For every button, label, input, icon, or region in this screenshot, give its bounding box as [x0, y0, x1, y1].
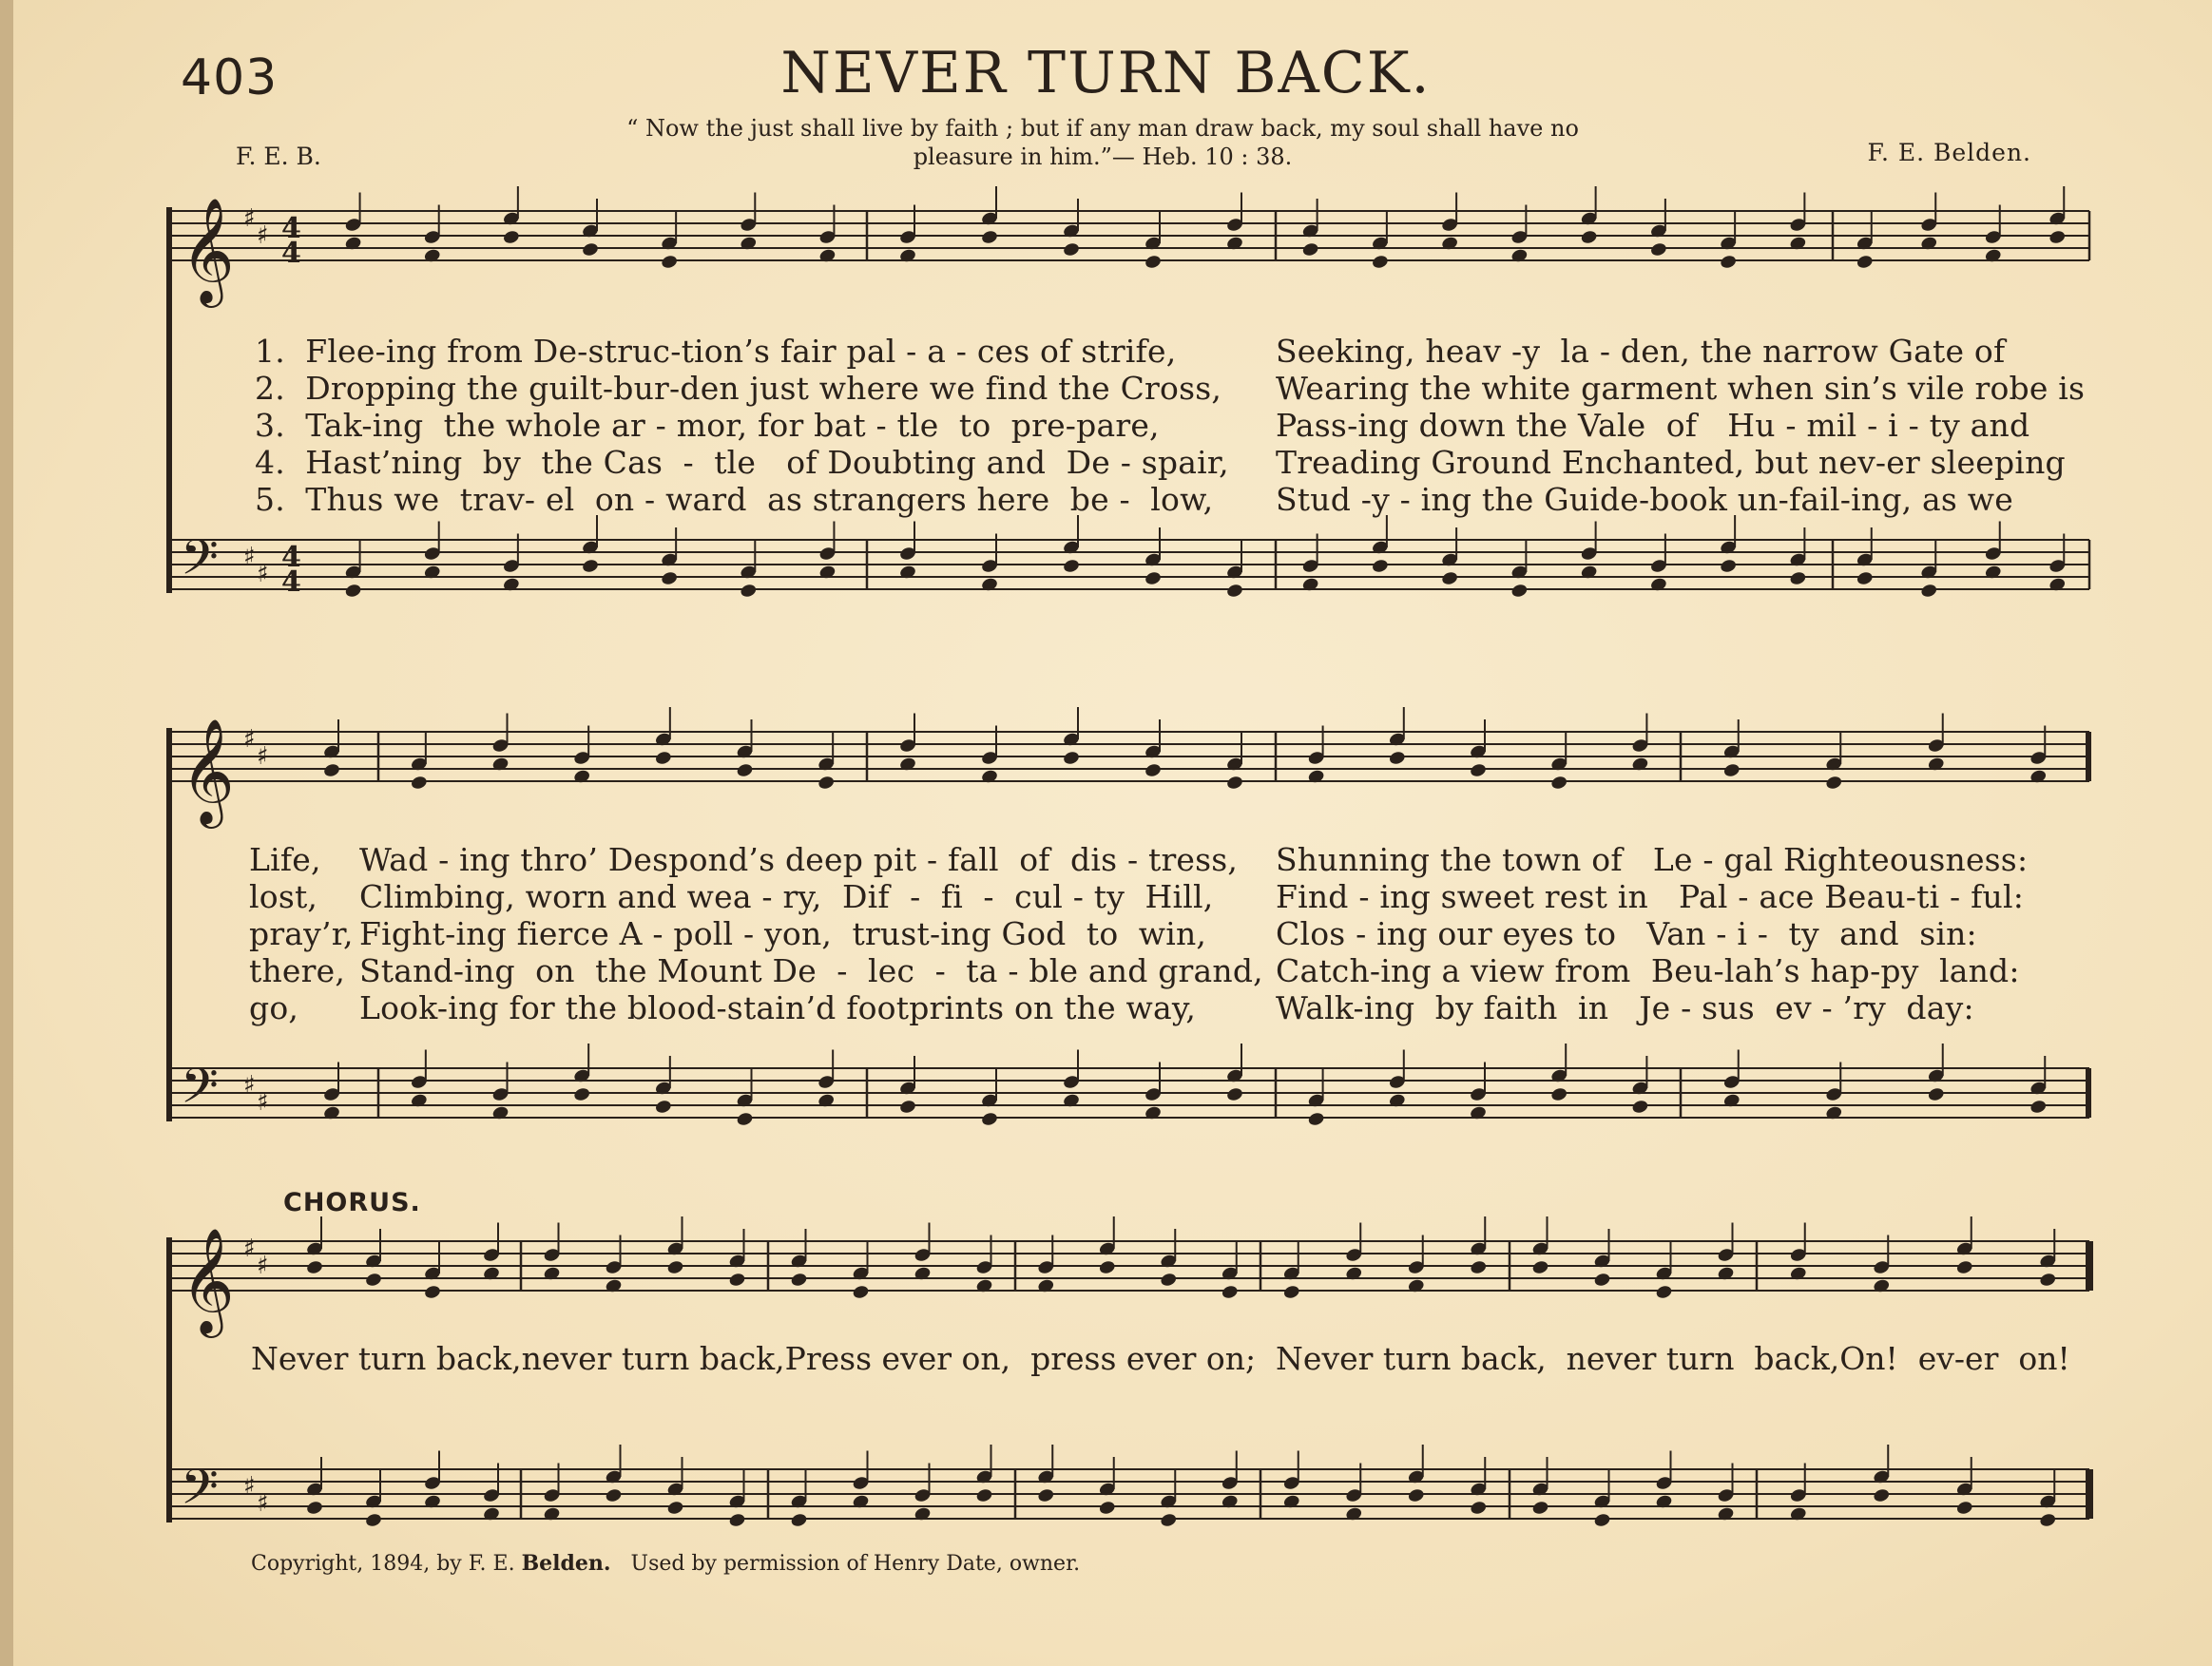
treble-2-note	[1469, 762, 1487, 778]
bass-2-note	[654, 1099, 672, 1115]
treble-chorus-note	[1282, 1284, 1300, 1300]
verse-1-line-c-start: Life,	[249, 841, 321, 878]
verse-5-line-d: Walk-ing by faith in Je - sus ev - ’ry day:	[1276, 989, 1974, 1026]
permission-note: Used by permission of Henry Date, owner.	[630, 1552, 1081, 1576]
verse-3-line-b: Pass-ing down the Vale of Hu - mil - i - ty and	[1276, 407, 2030, 444]
treble-1-note	[1720, 254, 1738, 270]
bass-2-note	[1225, 1086, 1243, 1102]
treble-2-note	[1062, 750, 1080, 766]
treble-2-note	[1722, 762, 1741, 778]
bass-1-note	[1225, 583, 1243, 599]
bass-1-note	[344, 583, 362, 599]
bass-2-note	[573, 1086, 591, 1102]
verse-2-line-c-start: lost,	[249, 878, 318, 915]
bass-2-note	[1550, 1086, 1568, 1102]
verse-1-line-a: 1. Flee-ing from De-struc-tion’s fair pal - a - ces of strife,	[255, 333, 1177, 370]
treble-2-note	[654, 750, 672, 766]
scripture-line-1: “ Now the just shall live by faith ; but if any man draw back, my soul shall have no	[626, 115, 1579, 142]
bass-1-note	[1371, 558, 1389, 574]
bass-chorus-note	[364, 1512, 382, 1528]
treble-1-note	[1062, 241, 1080, 258]
bass-1-note	[1856, 570, 1874, 586]
treble-1-note	[1301, 241, 1319, 258]
bass-1-note	[740, 583, 758, 599]
time-signature: 4	[281, 565, 301, 599]
treble-chorus-note	[666, 1259, 684, 1275]
bass-2-note	[736, 1111, 754, 1127]
treble-chorus-note	[305, 1259, 323, 1275]
bass-chorus-note	[975, 1487, 993, 1503]
key-signature-sharps: ♯	[257, 1088, 269, 1117]
hymn-number: 403	[181, 49, 279, 106]
bass-2-note	[980, 1111, 998, 1127]
scripture-line-2: pleasure in him.”— Heb. 10 : 38.	[913, 144, 1293, 170]
treble-clef: 𝄞	[181, 718, 235, 824]
treble-chorus-note	[1160, 1272, 1178, 1288]
treble-1-note	[1580, 229, 1598, 245]
verse-4-line-b: Treading Ground Enchanted, but nev-er sleeping	[1276, 444, 2066, 481]
key-signature-sharps: ♯	[243, 1472, 256, 1501]
time-signature: 4	[281, 237, 301, 270]
bass-1-note	[1789, 570, 1807, 586]
verse-2-line-d: Find - ing sweet rest in Pal - ace Beau-ti - ful:	[1276, 878, 2025, 915]
copyright-prefix: Copyright, 1894, by F. E.	[251, 1552, 515, 1576]
key-signature-sharps: ♯	[257, 221, 269, 250]
verse-5-line-c-start: go,	[249, 989, 299, 1026]
bass-1-note	[581, 558, 599, 574]
bass-clef: 𝄢	[181, 1057, 219, 1126]
bass-2-note	[1631, 1099, 1649, 1115]
treble-1-note	[502, 229, 520, 245]
bass-chorus-note	[1037, 1487, 1055, 1503]
key-signature-sharps: ♯	[257, 742, 269, 771]
treble-2-note	[1388, 750, 1406, 766]
bass-1-note	[1062, 558, 1080, 574]
bass-1-note	[1144, 570, 1162, 586]
final-barline	[2086, 1068, 2091, 1118]
time-signature: 4	[281, 541, 301, 574]
treble-chorus-note	[423, 1284, 441, 1300]
chorus-lyrics: Never turn back,never turn back,Press ever on, press ever on; Never turn back, never turn back,On! ev-er on!	[251, 1340, 2070, 1377]
bass-chorus-note	[1098, 1500, 1116, 1516]
verse-5-line-a: 5. Thus we trav- el on - ward as strangers here be - low,	[255, 481, 1214, 518]
bass-chorus-note	[1160, 1512, 1178, 1528]
bass-chorus-note	[728, 1512, 746, 1528]
treble-chorus-note	[852, 1284, 870, 1300]
key-signature-sharps: ♯	[243, 1071, 256, 1100]
verse-2-line-c: Climbing, worn and wea - ry, Dif - fi - cul - ty Hill,	[359, 878, 1214, 915]
copyright-notice	[251, 1551, 1080, 1576]
bass-2-note	[1307, 1111, 1325, 1127]
verse-3-line-c: Fight-ing fierce A - poll - yon, trust-ing God to win,	[359, 915, 1207, 952]
key-signature-sharps: ♯	[257, 560, 269, 588]
treble-chorus-note	[1655, 1284, 1673, 1300]
bass-clef: 𝄢	[181, 1458, 219, 1527]
key-signature-sharps: ♯	[243, 1235, 256, 1263]
verse-1-line-d: Shunning the town of Le - gal Righteousness:	[1276, 841, 2029, 878]
bass-chorus-note	[1955, 1500, 1973, 1516]
treble-1-note	[1144, 254, 1162, 270]
bass-chorus-note	[305, 1500, 323, 1516]
copyright-name: Belden.	[521, 1551, 611, 1576]
final-barline	[2086, 732, 2091, 781]
treble-2-note	[817, 775, 836, 791]
bass-1-note	[1920, 583, 1938, 599]
treble-chorus-note	[2039, 1272, 2057, 1288]
key-signature-sharps: ♯	[257, 1489, 269, 1518]
verse-4-line-c-start: there,	[249, 952, 346, 989]
verse-1-line-b: Seeking, heav -y la - den, the narrow Gate of	[1276, 333, 2006, 370]
treble-1-note	[1649, 241, 1667, 258]
key-signature-sharps: ♯	[243, 725, 256, 754]
treble-1-note	[1856, 254, 1874, 270]
treble-chorus-note	[364, 1272, 382, 1288]
music-credit: F. E. Belden.	[1867, 139, 2031, 166]
key-signature-sharps: ♯	[257, 1252, 269, 1280]
treble-1-note	[1371, 254, 1389, 270]
verse-3-line-d: Clos - ing our eyes to Van - i - ty and sin:	[1276, 915, 1977, 952]
verse-4-line-c: Stand-ing on the Mount De - lec - ta - ble and grand,	[359, 952, 1263, 989]
treble-2-note	[322, 762, 340, 778]
final-barline	[2086, 1241, 2093, 1291]
treble-1-note	[661, 254, 679, 270]
bass-chorus-note	[1873, 1487, 1891, 1503]
treble-clef: 𝄞	[181, 1227, 235, 1333]
treble-chorus-note	[790, 1272, 808, 1288]
bass-chorus-note	[605, 1487, 623, 1503]
bass-2-note	[1927, 1086, 1945, 1102]
verse-3-line-c-start: pray’r,	[249, 915, 354, 952]
bass-1-note	[661, 570, 679, 586]
treble-clef: 𝄞	[181, 197, 235, 303]
key-signature-sharps: ♯	[243, 204, 256, 233]
bass-chorus-note	[1407, 1487, 1425, 1503]
treble-chorus-note	[728, 1272, 746, 1288]
treble-chorus-note	[1098, 1259, 1116, 1275]
bass-chorus-note	[1531, 1500, 1549, 1516]
verse-4-line-d: Catch-ing a view from Beu-lah’s hap-py land:	[1276, 952, 2020, 989]
treble-2-note	[1144, 762, 1162, 778]
verse-2-line-b: Wearing the white garment when sin’s vile robe is	[1276, 370, 2086, 407]
bass-chorus-note	[1593, 1512, 1611, 1528]
bass-chorus-note	[2039, 1512, 2057, 1528]
treble-2-note	[1825, 775, 1843, 791]
verse-5-line-c: Look-ing for the blood-stain’d footprints on the way,	[359, 989, 1197, 1026]
treble-chorus-note	[1593, 1272, 1611, 1288]
bass-1-note	[1441, 570, 1459, 586]
bass-chorus-note	[1470, 1500, 1488, 1516]
final-barline	[2086, 1469, 2093, 1519]
bass-chorus-note	[666, 1500, 684, 1516]
treble-chorus-note	[1955, 1259, 1973, 1275]
treble-1-note	[581, 241, 599, 258]
verse-5-line-b: Stud -y - ing the Guide-book un-fail-ing, as we	[1276, 481, 2013, 518]
bass-clef: 𝄢	[181, 528, 219, 598]
treble-2-note	[1225, 775, 1243, 791]
verse-4-line-a: 4. Hast’ning by the Cas - tle of Doubting and De - spair,	[255, 444, 1229, 481]
key-signature-sharps: ♯	[243, 543, 256, 571]
bass-1-note	[1510, 583, 1529, 599]
verse-2-line-a: 2. Dropping the guilt-bur-den just where we find the Cross,	[255, 370, 1222, 407]
bass-2-note	[898, 1099, 916, 1115]
treble-1-note	[2049, 229, 2067, 245]
treble-chorus-note	[1531, 1259, 1549, 1275]
verse-1-line-c: Wad - ing thro’ Despond’s deep pit - fall of dis - tress,	[359, 841, 1239, 878]
treble-chorus-note	[1470, 1259, 1488, 1275]
time-signature: 4	[281, 212, 301, 245]
treble-chorus-note	[1221, 1284, 1239, 1300]
bass-2-note	[2029, 1099, 2048, 1115]
treble-2-note	[410, 775, 428, 791]
verse-3-line-a: 3. Tak-ing the whole ar - mor, for bat - tle to pre-pare,	[255, 407, 1160, 444]
treble-1-note	[980, 229, 998, 245]
treble-2-note	[736, 762, 754, 778]
words-credit: F. E. B.	[236, 143, 321, 170]
treble-2-note	[1550, 775, 1568, 791]
bass-1-note	[1720, 558, 1738, 574]
chorus-label: CHORUS.	[283, 1188, 421, 1217]
hymn-title: NEVER TURN BACK.	[780, 40, 1432, 106]
bass-chorus-note	[790, 1512, 808, 1528]
